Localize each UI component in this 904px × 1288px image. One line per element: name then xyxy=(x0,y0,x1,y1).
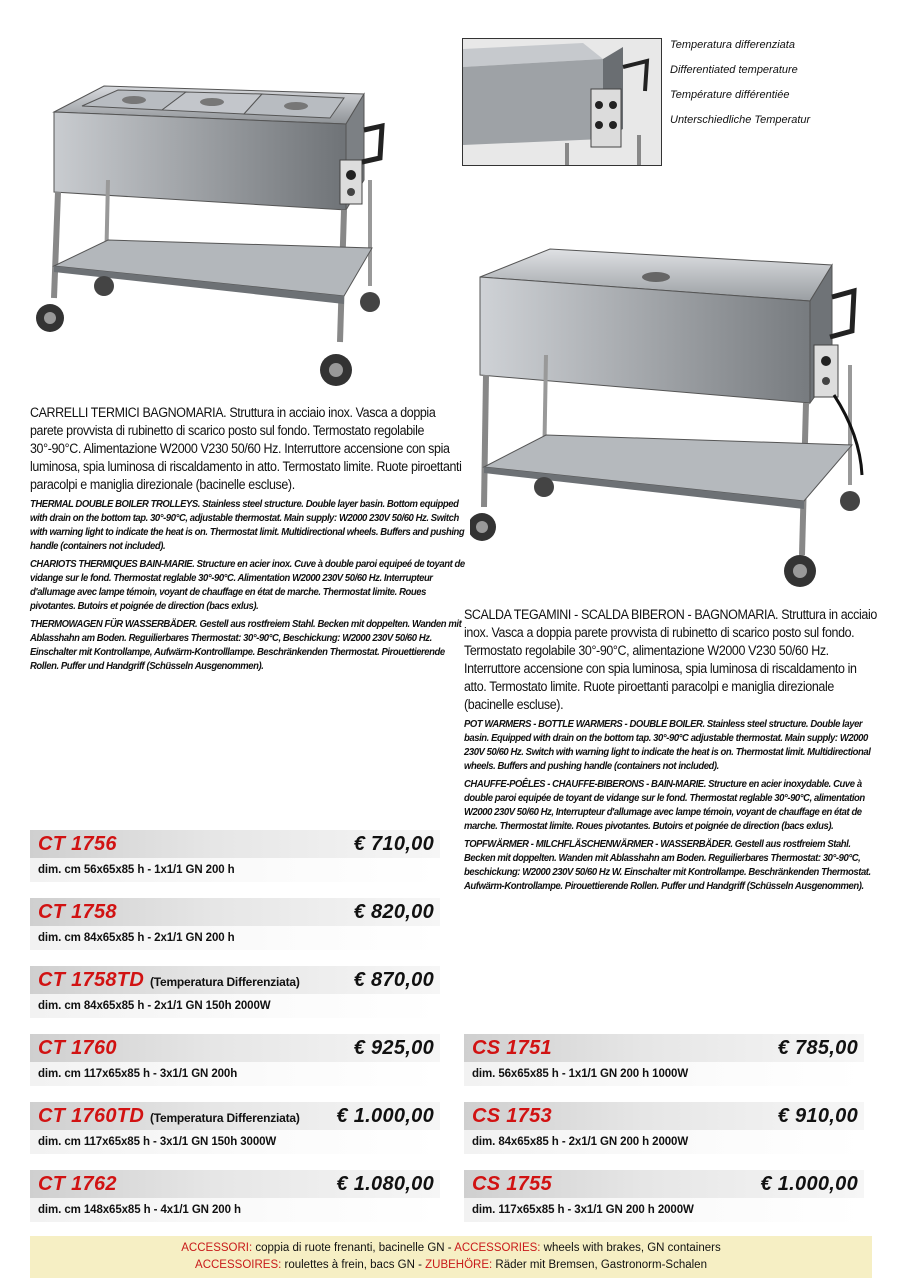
text-accessories: wheels with brakes, GN containers xyxy=(540,1242,721,1254)
product-code xyxy=(38,1105,300,1128)
left-desc-fr: CHARIOTS THERMIQUES BAIN-MARIE. Structure en acier inox. Cuve à double paroi equipeé de toyant de vidange sur le fond. Thermostat reglable 30°-90°C. Alimentation W2000 230V 50/60 Hz. Interrupteur d'allumage avec lampe témoin, voyant de chauffage en état de marche. Thermostat limite. Roues pivotantes. Butoirs et poignée de direction (bacs exlus). xyxy=(30,559,465,612)
inset-caption-en: Differentiated temperature xyxy=(670,64,798,76)
product-row-ct1758 xyxy=(30,898,440,952)
accessories-line-1 xyxy=(30,1240,872,1257)
product-dimensions: dim. cm 117x65x85 h - 3x1/1 GN 150h 3000W xyxy=(30,1130,440,1154)
accessories-line-2 xyxy=(30,1257,872,1274)
product-dimensions: dim. 56x65x85 h - 1x1/1 GN 200 h 1000W xyxy=(464,1062,864,1086)
product-row-ct1760 xyxy=(30,1034,440,1088)
right-desc-it: SCALDA TEGAMINI - SCALDA BIBERON - BAGNOMARIA. Struttura in acciaio inox. Vasca a doppia parete provvista di rubinetto di scarico posto sul fondo. Termostato regolabile 30°-90°C, alimentazione W2000 V230 50/60 Hz. Interruttore accensione con spia luminosa, spia luminosa di riscaldamento in atto. Termostato limite. Ruote piroettanti paracolpi e maniglia direzionale (bacinelle escluse). xyxy=(464,607,877,712)
product-dimensions: dim. cm 84x65x85 h - 2x1/1 GN 150h 2000W xyxy=(30,994,440,1018)
right-description xyxy=(464,606,877,894)
accessories-footer xyxy=(30,1236,872,1278)
left-desc-en: THERMAL DOUBLE BOILER TROLLEYS. Stainless steel structure. Double layer basin. Bottom equipped with drain on the bottom tap. 30°-90°C, adjustable thermostat. Main supply: W2000 230V 50/60 Hz. Switch with warning light to indicate the heat is on. Thermostat limit. Multidirectional wheels. Buffers and pushing handle (containers not included). xyxy=(30,499,465,552)
product-dimensions: dim. cm 117x65x85 h - 3x1/1 GN 200h xyxy=(30,1062,440,1086)
text-accessoires: roulettes à frein, bacs GN - xyxy=(281,1259,426,1271)
product-code: CS 1755 xyxy=(472,1173,552,1195)
product-note: (Temperatura Differenziata) xyxy=(149,975,300,989)
product-dimensions: dim. cm 148x65x85 h - 4x1/1 GN 200 h xyxy=(30,1198,440,1222)
text-accessori: coppia di ruote frenanti, bacinelle GN - xyxy=(252,1242,455,1254)
product-row-ct1760td xyxy=(30,1102,440,1156)
product-price: € 1.000,00 xyxy=(336,1105,434,1127)
right-desc-en: POT WARMERS - BOTTLE WARMERS - DOUBLE BOILER. Stainless steel structure. Double layer basin. Equipped with drain on the bottom tap. 30°-90°C adjustable thermostat. Main supply: W2000 230V 50/60 Hz. Switch with warning light to indicate the heat is on. Thermostat limit. Multidirectional wheels. Buffers and pushing handle (containers not included). xyxy=(464,719,871,772)
right-desc-de: TOPFWÄRMER - MILCHFLÄSCHENWÄRMER - WASSERBÄDER. Gestell aus rostfreiem Stahl. Becken mit doppelten. Wanden mit Ablasshahn am Boden. Reguilierbares Thermostat: 30°-90°C, beschickung: W2000 230V 50/60 Hz W. Einschalter mit Kontrollampe. Beschränkenden Thermostat. Aufwärm-Kontrollampe. Pirouettierende Rollen. Puffer und Handgriff (Schüsseln Ausgenommen). xyxy=(464,839,871,892)
product-code: CS 1751 xyxy=(472,1037,552,1059)
product-code: CS 1753 xyxy=(472,1105,552,1127)
product-dimensions: dim. 84x65x85 h - 2x1/1 GN 200 h 2000W xyxy=(464,1130,864,1154)
product-row-cs1751 xyxy=(464,1034,864,1088)
product-code: CT 1762 xyxy=(38,1173,117,1195)
product-row-cs1755 xyxy=(464,1170,864,1224)
inset-photo-differentiated xyxy=(462,38,662,166)
text-zubehoere: Räder mit Bremsen, Gastronorm-Schalen xyxy=(492,1259,707,1271)
trolley-photo-left xyxy=(14,80,394,400)
product-code-text: CT 1760TD xyxy=(38,1105,145,1127)
product-price: € 710,00 xyxy=(353,833,434,855)
product-price: € 785,00 xyxy=(777,1037,858,1059)
product-row-cs1753 xyxy=(464,1102,864,1156)
product-code: CT 1756 xyxy=(38,833,117,855)
inset-caption-fr: Température différentiée xyxy=(670,89,790,101)
product-code-text: CT 1758TD xyxy=(38,969,145,991)
inset-caption-it: Temperatura differenziata xyxy=(670,39,795,51)
product-price: € 870,00 xyxy=(353,969,434,991)
label-zubehoere: ZUBEHÖRE: xyxy=(425,1259,493,1271)
product-dimensions: dim. cm 84x65x85 h - 2x1/1 GN 200 h xyxy=(30,926,440,950)
product-row-ct1756 xyxy=(30,830,440,884)
product-price: € 1.000,00 xyxy=(760,1173,858,1195)
product-note: (Temperatura Differenziata) xyxy=(149,1111,300,1125)
product-price: € 910,00 xyxy=(777,1105,858,1127)
product-price: € 820,00 xyxy=(353,901,434,923)
left-desc-de: THERMOWAGEN FÜR WASSERBÄDER. Gestell aus rostfreiem Stahl. Becken mit doppelten. Wanden mit Ablasshahn am Boden. Reguilierbares Thermostat: 30°-90°C, Beschickung: W2000 230V 50/60 Hz. Einschalter mit Kontrollampe, Aufwärm-Kontrolllampe. Beschränkenden Thermostat. Pirouettierende Rollen. Puffer und Handgriff (Schüsseln Ausgenommen). xyxy=(30,619,462,672)
left-desc-it: CARRELLI TERMICI BAGNOMARIA. Struttura in acciaio inox. Vasca a doppia parete provvista di rubinetto di scarico posto sul fondo. Termostato regolabile 30°-90°C. Alimentazione W2000 V230 50/60 Hz. Interruttore accensione con spia luminosa, spia luminosa di riscaldamento in atto. Termostato limite. Ruote piroettanti paracolpi e maniglia direzionale (bacinelle escluse). xyxy=(30,405,462,492)
product-code: CT 1760 xyxy=(38,1037,117,1059)
label-accessoires: ACCESSOIRES: xyxy=(195,1259,282,1271)
product-code xyxy=(38,969,300,992)
warmer-photo-right xyxy=(470,245,880,595)
product-code: CT 1758 xyxy=(38,901,117,923)
right-desc-fr: CHAUFFE-POÊLES - CHAUFFE-BIBERONS - BAIN-MARIE. Structure en acier inoxydable. Cuve à double paroi equipée de toyant de vidange sur le fond. Thermostat reglable 30°-90°C, alimentation W2000 230V 50/60 Hz, Interrupteur d'allumage avec lampe témoin, voyant de chauffage en état de marche. Thermostat limite. Roues pivotantes. Butoirs et poignée de direction (bacs exlus). xyxy=(464,779,865,832)
product-price: € 1.080,00 xyxy=(336,1173,434,1195)
inset-captions xyxy=(670,33,890,133)
label-accessori: ACCESSORI: xyxy=(181,1242,253,1254)
product-row-ct1762 xyxy=(30,1170,440,1224)
product-row-ct1758td xyxy=(30,966,440,1020)
product-dimensions: dim. 117x65x85 h - 3x1/1 GN 200 h 2000W xyxy=(464,1198,864,1222)
inset-caption-de: Unterschiedliche Temperatur xyxy=(670,114,811,126)
left-description xyxy=(30,404,465,674)
product-price: € 925,00 xyxy=(353,1037,434,1059)
product-dimensions: dim. cm 56x65x85 h - 1x1/1 GN 200 h xyxy=(30,858,440,882)
label-accessories: ACCESSORIES: xyxy=(454,1242,541,1254)
